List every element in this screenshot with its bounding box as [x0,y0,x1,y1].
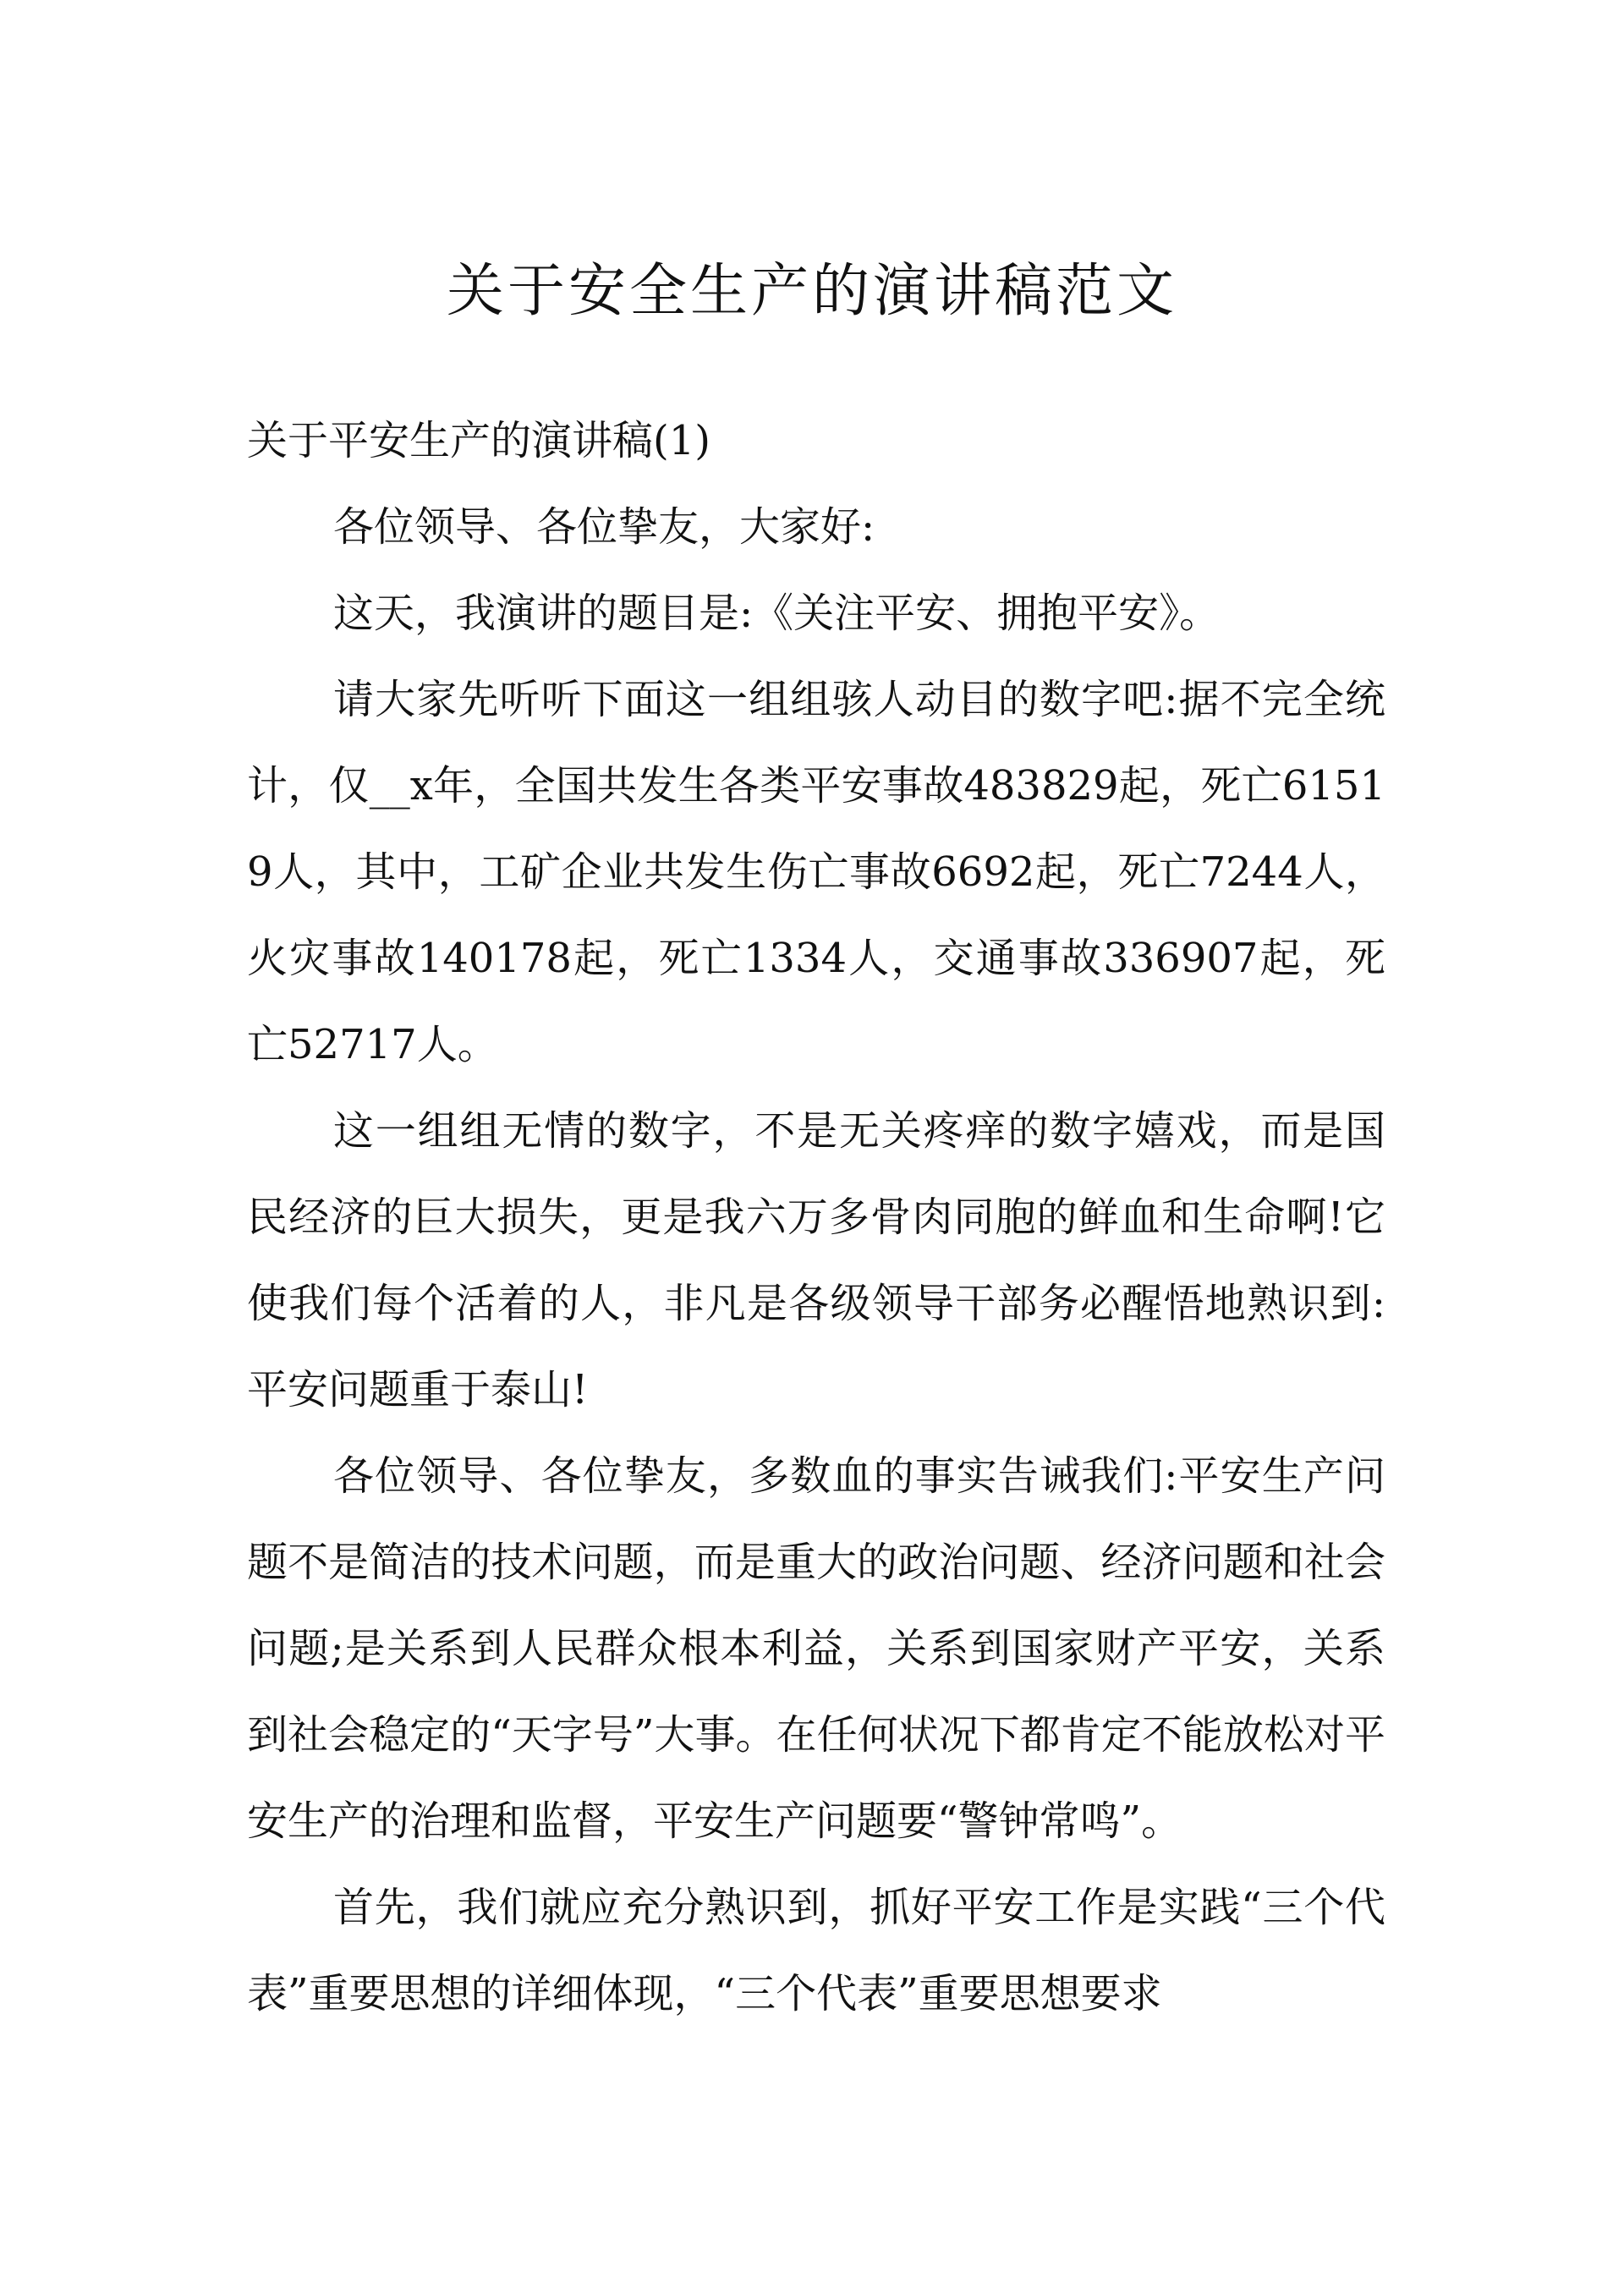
paragraph-greeting: 各位领导、各位挚友，大家好: [333,503,875,551]
paragraph-statistics: 请大家先听听下面这一组组骇人动目的数字吧:据不完全统计，仅__x年，全国共发生各类平安事故483829起，死亡61519人，其中，工矿企业共发生伤亡事故6692起，死亡7244人，火灾事故140178起，死亡1334人，交通事故336907起，死亡52717人。 [247,676,1385,1068]
document-body [247,398,1385,2037]
paragraph-numbers-meaning: 这一组组无情的数字，不是无关疼痒的数字嬉戏，而是国民经济的巨大损失，更是我六万多骨肉同胞的鲜血和生命啊!它使我们每个活着的人，非凡是各级领导干部务必醒悟地熟识到:平安问题重于泰山! [247,1107,1385,1413]
paragraph-topic: 这天，我演讲的题目是:《关注平安、拥抱平安》。 [333,590,1221,637]
document-title: 关于安全生产的演讲稿范文 [446,258,1177,325]
paragraph-safety-importance: 各位领导、各位挚友，多数血的事实告诫我们:平安生产问题不是简洁的技术问题，而是重大的政治问题、经济问题和社会问题;是关系到人民群众根本利益，关系到国家财产平安，关系到社会稳定的“天字号”大事。在任何状况下都肯定不能放松对平安生产的治理和监督，平安生产问题要“警钟常鸣”。 [247,1452,1385,1845]
document-subtitle: 关于平安生产的演讲稿(1) [247,417,710,464]
paragraph-three-represents: 首先，我们就应充分熟识到，抓好平安工作是实践“三个代表”重要思想的详细体现，“三个代表”重要思想要求 [247,1884,1385,2017]
